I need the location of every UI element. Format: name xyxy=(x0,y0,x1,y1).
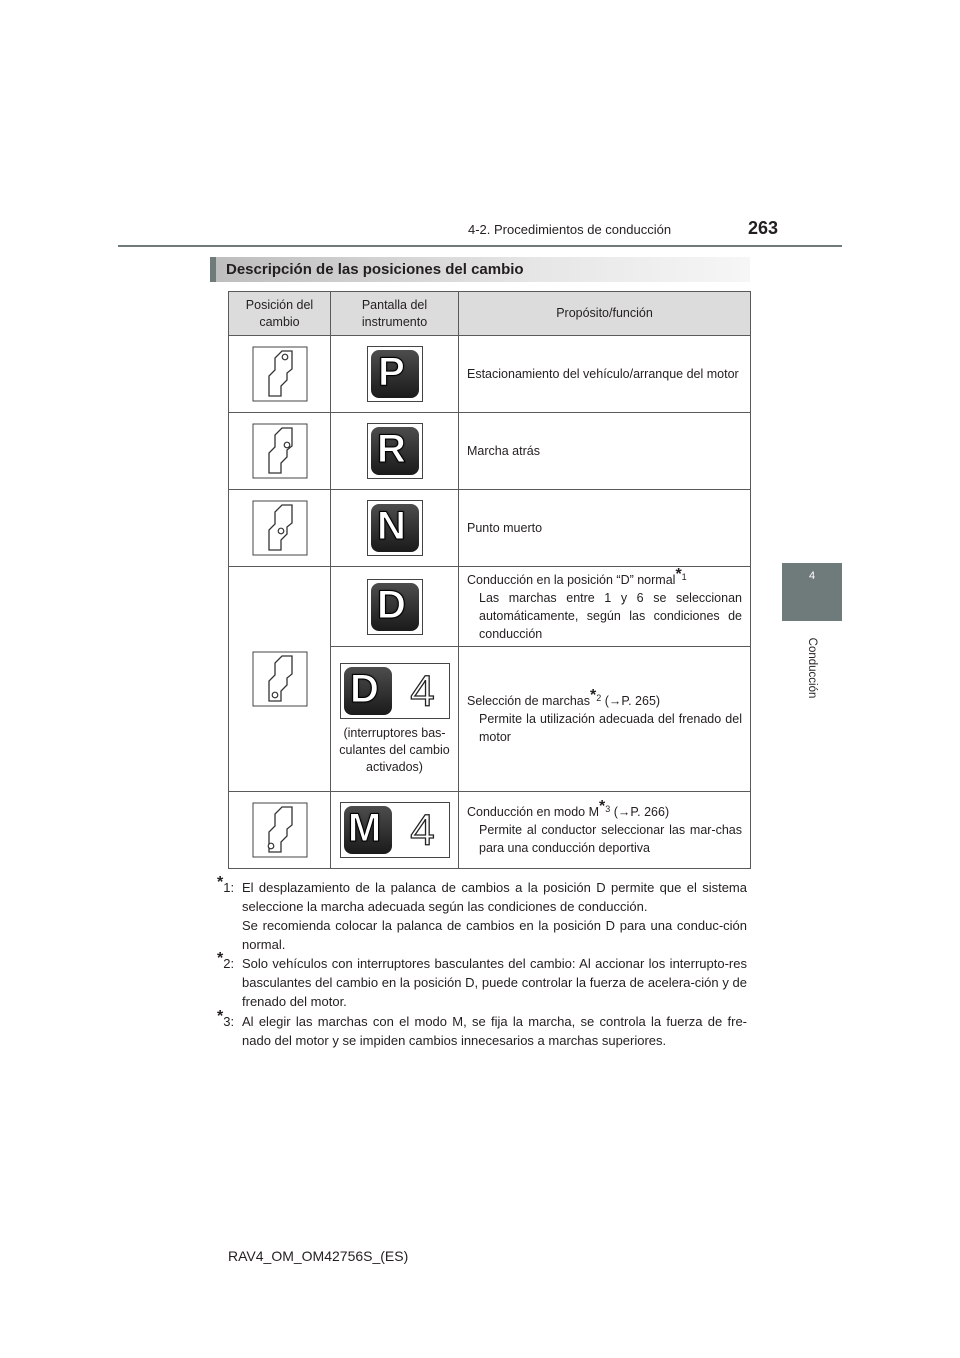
table-row-m4 xyxy=(229,792,751,869)
header-purpose: Propósito/función xyxy=(459,292,751,336)
footnote-1: *1: El desplazamiento de la palanca de cambios a la posición D permite que el sistema seleccione la marcha adecuada según las condiciones de conducción. Se recomienda colocar la palanca de cambios en la posición D para una conduc-ción normal. xyxy=(217,874,747,952)
gate-cell xyxy=(229,792,331,869)
purpose-d-detail: Las marchas entre 1 y 6 se seleccionan automáticamente, según las condiciones de conducción xyxy=(479,590,742,641)
shift-positions-table xyxy=(228,291,751,869)
display-d4-caption: (interruptores bas-culantes del cambio activados) xyxy=(339,725,450,774)
header-rule xyxy=(118,245,842,247)
purpose-d4-title: Selección de marchas*$^2$ (→P. 265) xyxy=(467,687,661,708)
purpose-d xyxy=(459,567,751,647)
chapter-tab xyxy=(782,563,842,621)
purpose-d-title: Conducción en la posición “D” normal*$^1$ xyxy=(467,565,687,587)
header-display: Pantalla del instrumento xyxy=(331,292,459,336)
purpose-r: Marcha atrás xyxy=(459,413,751,490)
section-title: 4-2. Procedimientos de conducción xyxy=(468,222,672,237)
display-cell xyxy=(331,792,459,869)
display-cell xyxy=(331,413,459,490)
shift-gate-m-icon xyxy=(252,802,308,858)
display-cell xyxy=(331,647,459,792)
chapter-title: Conducción xyxy=(806,637,818,699)
shift-gate-d-icon xyxy=(252,651,308,707)
table-row-p xyxy=(229,336,751,413)
table-row-d xyxy=(229,567,751,647)
footnote-3: *3: Al elegir las marchas con el modo M, se fija la marcha, se controla la fuerza de fre-nado del motor y se impiden cambios innecesarios a marchas superiores. xyxy=(217,1008,747,1048)
display-p-icon: P xyxy=(367,346,423,402)
section-heading xyxy=(210,257,750,282)
table-row-n xyxy=(229,490,751,567)
purpose-d4 xyxy=(459,647,751,792)
display-n-icon: N xyxy=(367,500,423,556)
shift-gate-r-icon xyxy=(252,423,308,479)
display-r-icon: R xyxy=(367,423,423,479)
header-position: Posición del cambio xyxy=(229,292,331,336)
page-number: 263 xyxy=(748,218,779,238)
gate-cell xyxy=(229,413,331,490)
table-header-row xyxy=(229,292,751,336)
purpose-m4-title: Conducción en modo M*$^3$ (→P. 266) xyxy=(467,798,670,819)
chapter-side-label xyxy=(782,628,842,708)
heading-marker xyxy=(210,257,216,282)
purpose-d4-detail: Permite la utilización adecuada del frenado del motor xyxy=(479,712,742,744)
display-d4-icon: D 4 xyxy=(340,663,450,719)
footnote-2: *2: Solo vehículos con interruptores basculantes del cambio: Al accionar los interrupto-res basculantes del cambio en la posición D, puede controlar la fuerza de acelera-ción y de frenado del motor. xyxy=(217,950,747,1009)
shift-gate-n-icon xyxy=(252,500,308,556)
purpose-n: Punto muerto xyxy=(459,490,751,567)
purpose-m4 xyxy=(459,792,751,869)
footer-doc-code: RAV4_OM_OM42756S_(ES) xyxy=(228,1248,409,1264)
display-cell xyxy=(331,336,459,413)
display-m4-icon: M 4 xyxy=(340,802,450,858)
purpose-p: Estacionamiento del vehículo/arranque del motor xyxy=(459,336,751,413)
gate-cell xyxy=(229,567,331,792)
section-heading-text: Descripción de las posiciones del cambio xyxy=(226,261,524,278)
gate-cell xyxy=(229,490,331,567)
shift-gate-p-icon xyxy=(252,346,308,402)
display-cell xyxy=(331,567,459,647)
display-d-icon: D xyxy=(367,579,423,635)
purpose-m4-detail: Permite al conductor seleccionar las mar-chas para una conducción deportiva xyxy=(479,823,742,855)
gate-cell xyxy=(229,336,331,413)
display-cell xyxy=(331,490,459,567)
table-row-r xyxy=(229,413,751,490)
chapter-number: 4 xyxy=(808,570,816,582)
